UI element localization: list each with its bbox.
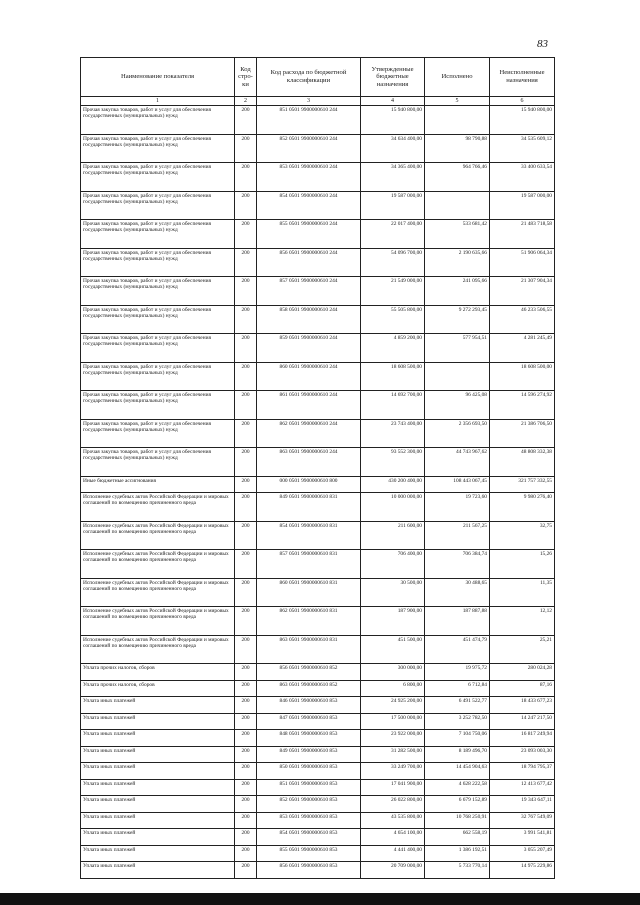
- row-executed: 6 491 522,77: [425, 697, 490, 714]
- table-row: [81, 419, 555, 448]
- row-unexecuted: 23 093 003,30: [490, 746, 555, 763]
- row-name: Прочая закупка товаров, работ и услуг для обеспечения государственных (муниципальных) нужд: [81, 106, 235, 135]
- row-name: Прочая закупка товаров, работ и услуг для обеспечения государственных (муниципальных) нужд: [81, 277, 235, 306]
- row-unexecuted: 33 400 633,54: [490, 163, 555, 192]
- row-line-code: 200: [235, 191, 257, 220]
- row-unexecuted: 15 940 800,00: [490, 106, 555, 135]
- row-budget-code: 856 0501 9900000610 244: [257, 248, 361, 277]
- row-budget-code: 851 0501 9900000610 244: [257, 106, 361, 135]
- row-line-code: 200: [235, 493, 257, 522]
- header-executed: Исполнено: [425, 58, 490, 97]
- table-row: [81, 664, 555, 681]
- table-row: [81, 779, 555, 796]
- row-executed: 577 954,51: [425, 334, 490, 363]
- row-budget-code: 862 0501 9900000610 244: [257, 419, 361, 448]
- row-unexecuted: 11,35: [490, 578, 555, 607]
- header-name: Наименование показателя: [81, 58, 235, 97]
- row-unexecuted: 12 413 677,42: [490, 779, 555, 796]
- table-row: [81, 191, 555, 220]
- table-row: [81, 134, 555, 163]
- row-approved: 187 900,00: [361, 607, 425, 636]
- table-row: [81, 829, 555, 846]
- row-line-code: 200: [235, 578, 257, 607]
- row-line-code: 200: [235, 829, 257, 846]
- table-row: [81, 391, 555, 420]
- row-line-code: 200: [235, 277, 257, 306]
- row-name: Уплата иных платежей: [81, 812, 235, 829]
- row-line-code: 200: [235, 796, 257, 813]
- row-budget-code: 856 0501 9900000610 853: [257, 862, 361, 879]
- row-approved: 23 922 000,00: [361, 730, 425, 747]
- row-approved: 18 608 500,00: [361, 362, 425, 391]
- row-executed: 98 790,88: [425, 134, 490, 163]
- row-name: Уплата иных платежей: [81, 713, 235, 730]
- row-budget-code: 000 0501 9900000610 800: [257, 476, 361, 493]
- table-row: [81, 362, 555, 391]
- row-budget-code: 857 0501 9900000610 831: [257, 550, 361, 579]
- row-executed: 2 190 635,66: [425, 248, 490, 277]
- header-row: [81, 58, 555, 97]
- row-line-code: 200: [235, 334, 257, 363]
- row-unexecuted: 9 980 276,40: [490, 493, 555, 522]
- row-executed: 96 425,08: [425, 391, 490, 420]
- table-row: [81, 578, 555, 607]
- row-executed: 7 104 750,06: [425, 730, 490, 747]
- row-unexecuted: 87,16: [490, 680, 555, 697]
- row-name: Прочая закупка товаров, работ и услуг для обеспечения государственных (муниципальных) нужд: [81, 448, 235, 477]
- row-budget-code: 857 0501 9900000610 244: [257, 277, 361, 306]
- row-unexecuted: 12,12: [490, 607, 555, 636]
- column-number: 1: [81, 97, 235, 106]
- row-approved: 34 634 400,00: [361, 134, 425, 163]
- column-number: 4: [361, 97, 425, 106]
- table-row: [81, 334, 555, 363]
- row-executed: 6 679 152,89: [425, 796, 490, 813]
- page-number: 83: [537, 38, 548, 50]
- row-executed: 108 443 067,45: [425, 476, 490, 493]
- row-approved: 21 549 000,00: [361, 277, 425, 306]
- table-row: [81, 697, 555, 714]
- row-unexecuted: 51 906 064,34: [490, 248, 555, 277]
- row-budget-code: 853 0501 9900000610 244: [257, 163, 361, 192]
- row-unexecuted: 21 483 718,58: [490, 220, 555, 249]
- row-line-code: 200: [235, 550, 257, 579]
- table-row: [81, 607, 555, 636]
- row-budget-code: 855 0501 9900000610 244: [257, 220, 361, 249]
- row-name: Исполнение судебных актов Российской Федерации и мировых соглашений по возмещению причиненного вреда: [81, 493, 235, 522]
- row-name: Исполнение судебных актов Российской Федерации и мировых соглашений по возмещению причиненного вреда: [81, 607, 235, 636]
- row-name: Прочая закупка товаров, работ и услуг для обеспечения государственных (муниципальных) нужд: [81, 334, 235, 363]
- row-name: Уплата иных платежей: [81, 862, 235, 879]
- column-number-row: [81, 97, 555, 106]
- table-row: [81, 106, 555, 135]
- row-executed: 19 975,72: [425, 664, 490, 681]
- row-unexecuted: 14 247 217,50: [490, 713, 555, 730]
- row-unexecuted: 14 975 229,86: [490, 862, 555, 879]
- row-approved: 43 535 800,00: [361, 812, 425, 829]
- row-executed: 662 558,19: [425, 829, 490, 846]
- table-row: [81, 277, 555, 306]
- row-executed: 19 723,60: [425, 493, 490, 522]
- row-name: Прочая закупка товаров, работ и услуг для обеспечения государственных (муниципальных) нужд: [81, 248, 235, 277]
- row-approved: 26 022 800,00: [361, 796, 425, 813]
- row-budget-code: 854 0501 9900000610 831: [257, 521, 361, 550]
- row-unexecuted: 34 535 609,12: [490, 134, 555, 163]
- row-executed: 30 488,65: [425, 578, 490, 607]
- row-name: Исполнение судебных актов Российской Федерации и мировых соглашений по возмещению причиненного вреда: [81, 578, 235, 607]
- header-approved: Утвержденные бюджетные назначения: [361, 58, 425, 97]
- row-executed: 451 474,79: [425, 635, 490, 664]
- row-unexecuted: 21 386 706,50: [490, 419, 555, 448]
- row-line-code: 200: [235, 763, 257, 780]
- row-budget-code: 852 0501 9900000610 244: [257, 134, 361, 163]
- row-name: Уплата прочих налогов, сборов: [81, 680, 235, 697]
- row-budget-code: 863 0501 9900000610 831: [257, 635, 361, 664]
- row-unexecuted: 321 757 332,55: [490, 476, 555, 493]
- header-line-code: Код стро-ки: [235, 58, 257, 97]
- row-executed: 5 733 770,14: [425, 862, 490, 879]
- row-name: Уплата иных платежей: [81, 796, 235, 813]
- row-unexecuted: 16 817 249,94: [490, 730, 555, 747]
- header-unexecuted: Неисполненные назначения: [490, 58, 555, 97]
- row-line-code: 200: [235, 730, 257, 747]
- table-row: [81, 763, 555, 780]
- row-approved: 451 500,00: [361, 635, 425, 664]
- budget-execution-table: [80, 57, 555, 879]
- row-approved: 17 041 900,00: [361, 779, 425, 796]
- row-budget-code: 854 0501 9900000610 244: [257, 191, 361, 220]
- row-name: Прочая закупка товаров, работ и услуг для обеспечения государственных (муниципальных) нужд: [81, 191, 235, 220]
- row-line-code: 200: [235, 220, 257, 249]
- row-line-code: 200: [235, 697, 257, 714]
- row-line-code: 200: [235, 106, 257, 135]
- row-name: Иные бюджетные ассигнования: [81, 476, 235, 493]
- table-row: [81, 713, 555, 730]
- row-executed: 44 743 967,62: [425, 448, 490, 477]
- row-approved: 54 096 700,00: [361, 248, 425, 277]
- table-row: [81, 550, 555, 579]
- row-budget-code: 849 0501 9900000610 853: [257, 746, 361, 763]
- table-row: [81, 845, 555, 862]
- row-executed: 211 567,25: [425, 521, 490, 550]
- row-approved: 300 000,00: [361, 664, 425, 681]
- table-row: [81, 248, 555, 277]
- row-line-code: 200: [235, 779, 257, 796]
- table-row: [81, 521, 555, 550]
- row-line-code: 200: [235, 607, 257, 636]
- scan-bottom-edge: [0, 893, 640, 905]
- table-row: [81, 220, 555, 249]
- row-name: Исполнение судебных актов Российской Федерации и мировых соглашений по возмещению причиненного вреда: [81, 635, 235, 664]
- row-line-code: 200: [235, 862, 257, 879]
- table-row: [81, 493, 555, 522]
- row-approved: 33 249 700,00: [361, 763, 425, 780]
- row-line-code: 200: [235, 476, 257, 493]
- row-line-code: 200: [235, 163, 257, 192]
- row-approved: 211 600,00: [361, 521, 425, 550]
- row-budget-code: 849 0501 9900000610 831: [257, 493, 361, 522]
- row-budget-code: 853 0501 9900000610 853: [257, 812, 361, 829]
- row-executed: 6 712,84: [425, 680, 490, 697]
- table-row: [81, 796, 555, 813]
- row-executed: 8 189 496,70: [425, 746, 490, 763]
- row-budget-code: 850 0501 9900000610 853: [257, 763, 361, 780]
- row-approved: 31 282 500,00: [361, 746, 425, 763]
- row-approved: 19 587 000,00: [361, 191, 425, 220]
- row-executed: 4 628 222,58: [425, 779, 490, 796]
- row-name: Прочая закупка товаров, работ и услуг для обеспечения государственных (муниципальных) нужд: [81, 134, 235, 163]
- row-name: Прочая закупка товаров, работ и услуг для обеспечения государственных (муниципальных) нужд: [81, 362, 235, 391]
- row-approved: 23 743 400,00: [361, 419, 425, 448]
- row-unexecuted: 32 767 549,09: [490, 812, 555, 829]
- row-name: Уплата иных платежей: [81, 763, 235, 780]
- row-budget-code: 862 0501 9900000610 831: [257, 607, 361, 636]
- row-unexecuted: 32,75: [490, 521, 555, 550]
- table-row: [81, 680, 555, 697]
- row-name: Уплата иных платежей: [81, 779, 235, 796]
- row-unexecuted: 15,26: [490, 550, 555, 579]
- row-line-code: 200: [235, 664, 257, 681]
- table-row: [81, 730, 555, 747]
- row-executed: [425, 191, 490, 220]
- row-budget-code: 860 0501 9900000610 244: [257, 362, 361, 391]
- row-unexecuted: 21 307 904,34: [490, 277, 555, 306]
- row-budget-code: 861 0501 9900000610 244: [257, 391, 361, 420]
- row-line-code: 200: [235, 812, 257, 829]
- row-approved: 10 000 000,00: [361, 493, 425, 522]
- row-unexecuted: 19 587 000,00: [490, 191, 555, 220]
- table-row: [81, 448, 555, 477]
- row-unexecuted: 3 991 541,81: [490, 829, 555, 846]
- row-budget-code: 858 0501 9900000610 244: [257, 305, 361, 334]
- row-budget-code: 854 0501 9900000610 853: [257, 829, 361, 846]
- row-unexecuted: 3 055 207,49: [490, 845, 555, 862]
- row-executed: 9 272 293,45: [425, 305, 490, 334]
- row-executed: 3 252 782,50: [425, 713, 490, 730]
- row-approved: 93 552 300,00: [361, 448, 425, 477]
- row-line-code: 200: [235, 680, 257, 697]
- table-body: [81, 106, 555, 879]
- row-line-code: 200: [235, 134, 257, 163]
- row-unexecuted: 4 281 245,49: [490, 334, 555, 363]
- row-approved: 20 709 000,00: [361, 862, 425, 879]
- row-executed: 533 681,42: [425, 220, 490, 249]
- row-name: Прочая закупка товаров, работ и услуг для обеспечения государственных (муниципальных) нужд: [81, 220, 235, 249]
- row-approved: 430 200 400,00: [361, 476, 425, 493]
- row-line-code: 200: [235, 248, 257, 277]
- row-unexecuted: 48 808 332,38: [490, 448, 555, 477]
- row-budget-code: 856 0501 9900000610 852: [257, 664, 361, 681]
- row-budget-code: 859 0501 9900000610 244: [257, 334, 361, 363]
- row-line-code: 200: [235, 391, 257, 420]
- column-number: 6: [490, 97, 555, 106]
- row-name: Исполнение судебных актов Российской Федерации и мировых соглашений по возмещению причиненного вреда: [81, 521, 235, 550]
- row-budget-code: 846 0501 9900000610 853: [257, 697, 361, 714]
- row-approved: 24 925 200,00: [361, 697, 425, 714]
- row-executed: 1 386 192,51: [425, 845, 490, 862]
- row-line-code: 200: [235, 713, 257, 730]
- row-executed: 187 887,88: [425, 607, 490, 636]
- row-line-code: 200: [235, 362, 257, 391]
- row-approved: 55 505 800,00: [361, 305, 425, 334]
- row-executed: [425, 106, 490, 135]
- row-line-code: 200: [235, 845, 257, 862]
- row-approved: 14 692 700,00: [361, 391, 425, 420]
- row-budget-code: 863 0501 9900000610 852: [257, 680, 361, 697]
- row-executed: 706 384,74: [425, 550, 490, 579]
- row-approved: 706 400,00: [361, 550, 425, 579]
- row-line-code: 200: [235, 305, 257, 334]
- row-budget-code: 852 0501 9900000610 853: [257, 796, 361, 813]
- table-row: [81, 635, 555, 664]
- row-executed: [425, 362, 490, 391]
- table-row: [81, 862, 555, 879]
- table-row: [81, 305, 555, 334]
- row-approved: 34 365 400,00: [361, 163, 425, 192]
- row-unexecuted: 46 233 506,55: [490, 305, 555, 334]
- row-name: Исполнение судебных актов Российской Федерации и мировых соглашений по возмещению причиненного вреда: [81, 550, 235, 579]
- row-budget-code: 847 0501 9900000610 853: [257, 713, 361, 730]
- header-budget-code: Код расхода по бюджетной классификации: [257, 58, 361, 97]
- row-approved: 30 500,00: [361, 578, 425, 607]
- row-unexecuted: 18 433 677,23: [490, 697, 555, 714]
- row-name: Прочая закупка товаров, работ и услуг для обеспечения государственных (муниципальных) нужд: [81, 305, 235, 334]
- row-name: Прочая закупка товаров, работ и услуг для обеспечения государственных (муниципальных) нужд: [81, 163, 235, 192]
- column-number: 3: [257, 97, 361, 106]
- row-approved: 4 441 400,00: [361, 845, 425, 862]
- row-unexecuted: 18 608 500,00: [490, 362, 555, 391]
- row-unexecuted: 25,21: [490, 635, 555, 664]
- row-unexecuted: 18 794 795,37: [490, 763, 555, 780]
- row-executed: 10 768 250,91: [425, 812, 490, 829]
- row-unexecuted: 14 596 274,92: [490, 391, 555, 420]
- row-unexecuted: 19 343 647,11: [490, 796, 555, 813]
- row-line-code: 200: [235, 521, 257, 550]
- row-line-code: 200: [235, 635, 257, 664]
- row-approved: 4 859 200,00: [361, 334, 425, 363]
- row-name: Уплата прочих налогов, сборов: [81, 664, 235, 681]
- table-row: [81, 476, 555, 493]
- row-approved: 17 500 000,00: [361, 713, 425, 730]
- row-line-code: 200: [235, 419, 257, 448]
- row-executed: 241 095,66: [425, 277, 490, 306]
- row-executed: 2 356 693,50: [425, 419, 490, 448]
- row-budget-code: 851 0501 9900000610 853: [257, 779, 361, 796]
- column-number: 2: [235, 97, 257, 106]
- row-line-code: 200: [235, 746, 257, 763]
- row-approved: 15 940 800,00: [361, 106, 425, 135]
- row-executed: 14 454 904,63: [425, 763, 490, 780]
- row-name: Уплата иных платежей: [81, 829, 235, 846]
- row-name: Прочая закупка товаров, работ и услуг для обеспечения государственных (муниципальных) нужд: [81, 391, 235, 420]
- table-row: [81, 746, 555, 763]
- row-budget-code: 863 0501 9900000610 244: [257, 448, 361, 477]
- row-budget-code: 860 0501 9900000610 831: [257, 578, 361, 607]
- row-line-code: 200: [235, 448, 257, 477]
- row-executed: 964 766,46: [425, 163, 490, 192]
- table-row: [81, 163, 555, 192]
- row-name: Уплата иных платежей: [81, 845, 235, 862]
- row-approved: 6 800,00: [361, 680, 425, 697]
- row-name: Уплата иных платежей: [81, 697, 235, 714]
- row-name: Уплата иных платежей: [81, 746, 235, 763]
- row-approved: 4 654 100,00: [361, 829, 425, 846]
- table-row: [81, 812, 555, 829]
- row-budget-code: 848 0501 9900000610 853: [257, 730, 361, 747]
- row-name: Уплата иных платежей: [81, 730, 235, 747]
- row-name: Прочая закупка товаров, работ и услуг для обеспечения государственных (муниципальных) нужд: [81, 419, 235, 448]
- row-unexecuted: 280 024,28: [490, 664, 555, 681]
- column-number: 5: [425, 97, 490, 106]
- row-budget-code: 855 0501 9900000610 853: [257, 845, 361, 862]
- row-approved: 22 017 400,00: [361, 220, 425, 249]
